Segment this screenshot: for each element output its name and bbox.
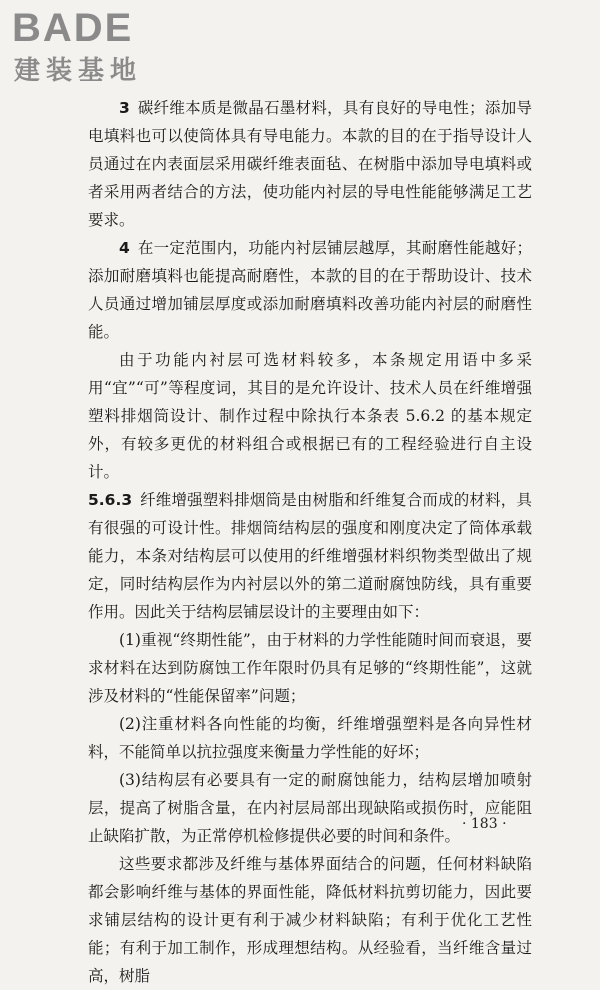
watermark-latin: BADE: [12, 6, 134, 50]
list-item-3: (3)结构层有必要具有一定的耐腐蚀能力，结构层增加喷射层，提高了树脂含量，在内衬层局部出现缺陷或损伤时，应能阻止缺陷扩散，为正常停机检修提供必要的时间和条件。: [88, 771, 532, 845]
list-item-2: (2)注重材料各向性能的均衡，纤维增强塑料是各向异性材料，不能简单以抗拉强度来衡量力学性能的好坏；: [88, 715, 532, 761]
paragraph-text: 碳纤维本质是微晶石墨材料，具有良好的导电性；添加导电填料也可以使筒体具有导电能力。本款的目的在于指导设计人员通过在内表面层采用碳纤维表面毡、在树脂中添加导电填料或者采用两者结合的方法，使功能内衬层的导电性能能够满足工艺要求。: [88, 99, 532, 229]
clause-text: 纤维增强塑料排烟筒是由树脂和纤维复合而成的材料，具有很强的可设计性。排烟筒结构层的强度和刚度决定了筒体承载能力，本条对结构层可以使用的纤维增强材料织物类型做出了规定，同时结构层作为内衬层以外的第二道耐腐蚀防线，具有重要作用。因此关于结构层铺层设计的主要理由如下：: [88, 491, 532, 621]
watermark-cjk: 建装基地: [14, 56, 143, 86]
item-number: 3: [119, 99, 130, 117]
clause-5-6-3: [88, 486, 532, 626]
paragraph-text: 由于功能内衬层可选材料较多，本条规定用语中多采用“宜”“可”等程度词，其目的是允许设计、技术人员在纤维增强塑料排烟筒设计、制作过程中除执行本条表 5.6.2 的基本规定外，有较多更优的材料组合或根据已有的工程经验进行自主设计。: [88, 351, 532, 481]
clause-number: 5.6.3: [88, 491, 133, 509]
paragraph-item-3: [88, 94, 532, 234]
item-number: 4: [119, 239, 130, 257]
paragraph-note: [88, 346, 532, 486]
list-item-1: (1)重视“终期性能”，由于材料的力学性能随时间而衰退，要求材料在达到防腐蚀工作年限时仍具有足够的“终期性能”，这就涉及材料的“性能保留率”问题；: [88, 631, 532, 705]
paragraph-text: 在一定范围内，功能内衬层铺层越厚，其耐磨性能越好；添加耐磨填料也能提高耐磨性，本款的目的在于帮助设计、技术人员通过增加铺层厚度或添加耐磨填料改善功能内衬层的耐磨性能。: [88, 239, 532, 341]
page-number: · 183 ·: [462, 816, 507, 832]
closing-paragraph: 这些要求都涉及纤维与基体界面结合的问题，任何材料缺陷都会影响纤维与基体的界面性能，降低材料抗剪切能力，因此要求铺层结构的设计更有利于减少材料缺陷；有利于优化工艺性能；有利于加工制作，形成理想结构。从经验看，当纤维含量过高，树脂: [88, 855, 532, 985]
page-body: [88, 94, 532, 990]
watermark-logo: [12, 6, 182, 92]
paragraph-item-4: [88, 234, 532, 346]
